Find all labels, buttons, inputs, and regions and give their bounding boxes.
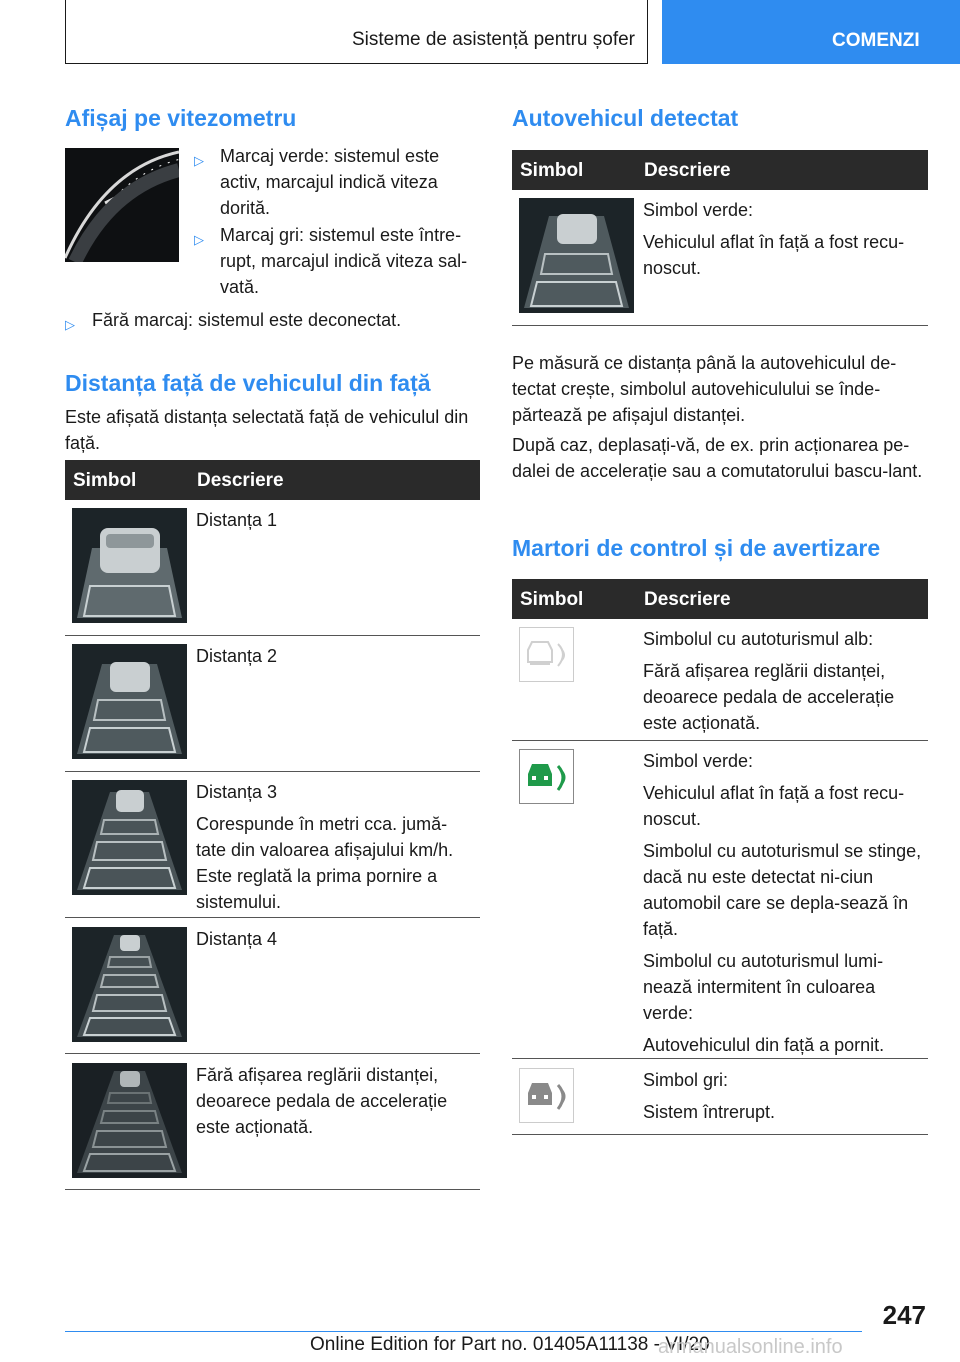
car-green-icon [519, 749, 574, 804]
detected-desc [643, 197, 928, 287]
table-row-divider [65, 1053, 480, 1054]
table-bottom-rule [512, 1134, 928, 1135]
table-row-divider [65, 917, 480, 918]
indicator-green-title: Simbol verde: [643, 751, 754, 771]
detected-vehicle-image [519, 198, 634, 313]
indicator-green-text-2: Simbolul cu autoturismul se stinge, dacă nu este detectat ni-ciun automobil care se depla-sează în față. [643, 841, 922, 939]
distance-intro: Este afișată distanța selectată față de vehiculul din față. [65, 407, 469, 453]
car-gray-icon [519, 1068, 574, 1123]
indicator-white-text: Fără afișarea reglării distanței, deoarece pedala de accelerație este acționată. [643, 661, 895, 733]
indicator-white-title: Simbolul cu autoturismul alb: [643, 629, 874, 649]
header-section-box [65, 0, 648, 64]
table-row-divider [65, 771, 480, 772]
distance-3-image [72, 780, 187, 895]
detected-para-2: După caz, deplasați-vă, de ex. prin acționarea pe-dalei de accelerație sau a comutatorului bascu-lant. [512, 435, 923, 481]
detected-desc-line2: Vehiculul aflat în față a fost recu-noscut. [643, 232, 905, 278]
indicator-green-desc [643, 748, 928, 1064]
footer-edition: Online Edition for Part no. 01405A11138 - VI/20 [310, 1334, 710, 1355]
table-row-divider [65, 635, 480, 636]
distance-4-desc: Distanța 4 [196, 929, 278, 949]
page-number: 247 [882, 1300, 926, 1330]
detected-table-header [512, 150, 928, 190]
detected-desc-line1: Simbol verde: [643, 200, 754, 220]
footer-rule [65, 1331, 862, 1332]
detected-para-1: Pe măsură ce distanța până la autovehiculul de-tectat crește, simbolul autovehiculului se înde-părtează pe afișajul distanței. [512, 353, 897, 425]
distance-4-image [72, 927, 187, 1042]
bullet-triangle-icon: ▷ [65, 317, 75, 332]
col-symbol: Simbol [520, 589, 584, 610]
indicator-green-text-1: Vehiculul aflat în față a fost recu-noscut. [643, 783, 905, 829]
speedo-bullet-3: Fără marcaj: sistemul este deconectat. [92, 310, 402, 330]
col-symbol: Simbol [520, 160, 584, 181]
distance-2-desc: Distanța 2 [196, 646, 278, 666]
col-symbol: Simbol [73, 470, 137, 491]
distance-none-image [72, 1063, 187, 1178]
col-description: Descriere [197, 470, 284, 491]
indicator-white-desc [643, 626, 928, 742]
table-bottom-rule [512, 325, 928, 326]
indicators-table-header [512, 579, 928, 619]
distance-1-image [72, 508, 187, 623]
speedo-heading: Afișaj pe vitezometru [65, 105, 297, 131]
col-description: Descriere [644, 589, 731, 610]
distance-3-label: Distanța 3 [196, 782, 278, 802]
table-bottom-rule [65, 1189, 480, 1190]
indicator-gray-title: Simbol gri: [643, 1070, 729, 1090]
indicator-gray-text: Sistem întrerupt. [643, 1102, 776, 1122]
table-row-divider [512, 1058, 928, 1059]
speedo-bullet-2: Marcaj gri: sistemul este între-rupt, marcajul indică viteza sal-vată. [220, 225, 468, 297]
header-chapter-tab[interactable] [662, 0, 960, 64]
header-chapter-label: COMENZI [832, 30, 920, 51]
indicator-green-text-3: Simbolul cu autoturismul lumi-nează intermitent în culoarea verde: [643, 951, 884, 1023]
indicators-heading: Martori de control și de avertizare [512, 535, 881, 561]
distance-3-explanation: Corespunde în metri cca. jumă-tate din valoarea afișajului km/h. Este reglată la prima pornire a sistemului. [196, 814, 454, 912]
detected-heading: Autovehicul detectat [512, 105, 739, 131]
car-white-icon [519, 627, 574, 682]
distance-none-desc: Fără afișarea reglării distanței, deoarece pedala de accelerație este acționată. [196, 1065, 448, 1137]
indicator-green-text-4: Autovehiculul din față a pornit. [643, 1035, 885, 1055]
indicator-gray-desc [643, 1067, 928, 1131]
distance-3-desc [196, 779, 476, 921]
table-row-divider [512, 740, 928, 741]
distance-1-desc: Distanța 1 [196, 510, 278, 530]
bullet-triangle-icon: ▷ [194, 153, 204, 168]
bullet-triangle-icon: ▷ [194, 232, 204, 247]
distance-2-image [72, 644, 187, 759]
speedometer-marker-image [65, 148, 179, 262]
speedo-bullet-1: Marcaj verde: sistemul este activ, marcajul indică viteza dorită. [220, 146, 440, 218]
col-description: Descriere [644, 160, 731, 181]
header-section-title: Sisteme de asistență pentru șofer [351, 29, 635, 50]
distance-heading: Distanța față de vehiculul din față [65, 370, 431, 396]
footer-watermark: armanualsonline.info [658, 1336, 843, 1358]
distance-table-header [65, 460, 480, 500]
